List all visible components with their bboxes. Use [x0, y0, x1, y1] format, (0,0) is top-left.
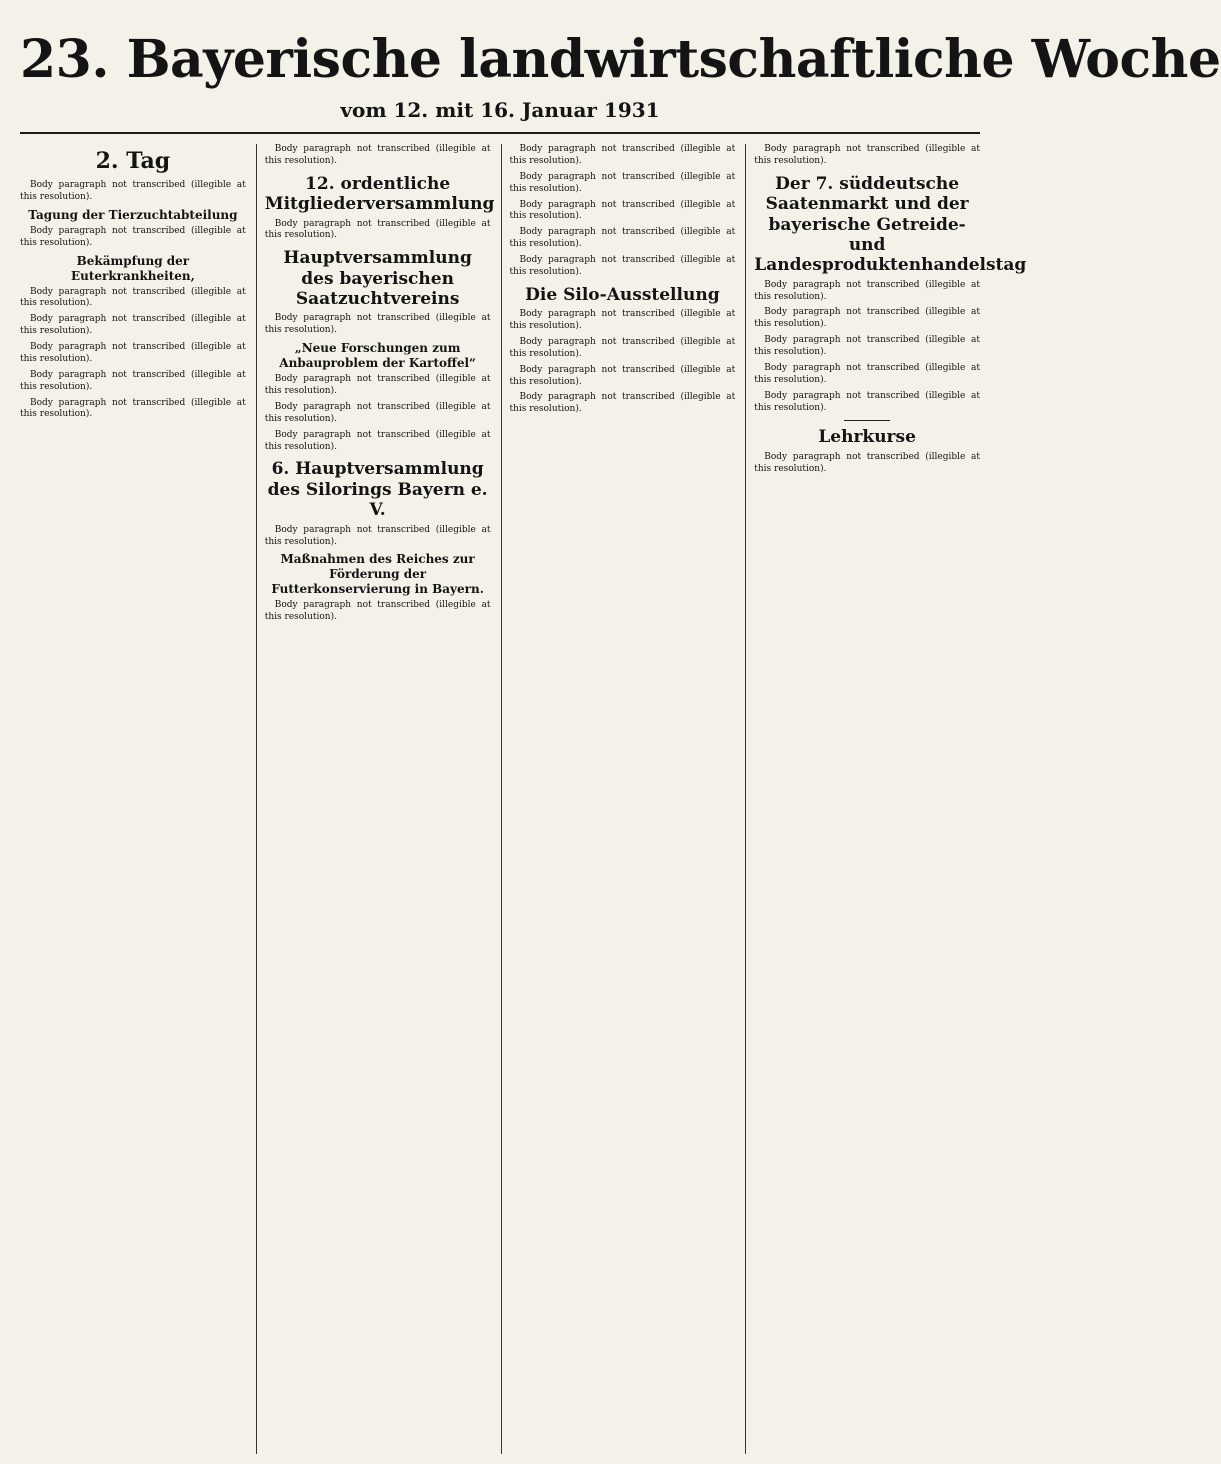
body-paragraph: Body paragraph not transcribed (illegible at this resolution). [754, 279, 980, 302]
subheading: Maßnahmen des Reiches zur Förderung der Futterkonservierung in Bayern. [271, 552, 484, 597]
body-paragraph: Body paragraph not transcribed (illegible at this resolution). [264, 374, 491, 397]
body-paragraph: Body paragraph not transcribed (illegible at this resolution). [754, 335, 980, 358]
body-paragraph: Body paragraph not transcribed (illegible at this resolution). [509, 199, 736, 222]
subheading: Bekämpfung der Euterkrankheiten, [70, 253, 195, 283]
body-paragraph: Body paragraph not transcribed (illegible at this resolution). [754, 307, 980, 330]
body-paragraph: Body paragraph not transcribed (illegible at this resolution). [754, 362, 980, 385]
body-paragraph: Body paragraph not transcribed (illegible at this resolution). [754, 390, 980, 413]
body-paragraph: Body paragraph not transcribed (illegible at this resolution). [509, 392, 736, 415]
subheading: „Neue Forschungen zum Anbauproblem der Kartoffel“ [279, 341, 476, 371]
body-paragraph: Body paragraph not transcribed (illegible at this resolution). [509, 336, 736, 359]
article-columns [20, 144, 1027, 1454]
section-heading: Lehrkurse [818, 427, 916, 448]
body-paragraph: Body paragraph not transcribed (illegible at this resolution). [20, 397, 246, 420]
body-paragraph: Body paragraph not transcribed (illegible at this resolution). [509, 227, 736, 250]
body-paragraph: Body paragraph not transcribed (illegible at this resolution). [754, 144, 980, 166]
section-heading: 12. ordentliche Mitgliederversammlung [264, 173, 495, 215]
section-heading: 6. Hauptversammlung des Silorings Bayern e. V. [267, 459, 488, 521]
column-2 [256, 144, 495, 1454]
body-paragraph: Body paragraph not transcribed (illegible at this resolution). [509, 364, 736, 387]
masthead-rule [20, 132, 980, 134]
body-paragraph: Body paragraph not transcribed (illegible at this resolution). [264, 524, 491, 547]
body-paragraph: Body paragraph not transcribed (illegible at this resolution). [264, 401, 491, 424]
body-paragraph: Body paragraph not transcribed (illegible at this resolution). [20, 369, 246, 392]
page-title: 23. Bayerische landwirtschaftliche Woche [20, 29, 1221, 90]
column-3 [501, 144, 736, 1454]
day-heading: 2. Tag [95, 148, 171, 174]
body-paragraph: Body paragraph not transcribed (illegible at this resolution). [509, 171, 736, 194]
body-paragraph: Body paragraph not transcribed (illegible at this resolution). [264, 144, 491, 166]
section-divider [844, 420, 890, 421]
subheading: Tagung der Tierzuchtabteilung [28, 207, 238, 222]
body-paragraph: Body paragraph not transcribed (illegible at this resolution). [20, 225, 246, 248]
dateline: vom 12. mit 16. Januar 1931 [340, 98, 660, 122]
body-paragraph: Body paragraph not transcribed (illegible at this resolution). [20, 342, 246, 364]
body-paragraph: Body paragraph not transcribed (illegible at this resolution). [20, 314, 246, 337]
body-paragraph: Body paragraph not transcribed (illegible at this resolution). [20, 286, 246, 309]
section-heading: Die Silo-Ausstellung [525, 284, 720, 305]
body-paragraph: Body paragraph not transcribed (illegible at this resolution). [264, 313, 491, 336]
body-paragraph: Body paragraph not transcribed (illegible at this resolution). [754, 451, 980, 474]
body-paragraph: Body paragraph not transcribed (illegible at this resolution). [264, 429, 491, 452]
section-heading: Der 7. süddeutsche Saatenmarkt und der bayerische Getreide- und Landesproduktenhandelstag [754, 173, 1027, 276]
body-paragraph: Body paragraph not transcribed (illegible at this resolution). [509, 144, 736, 166]
body-paragraph: Body paragraph not transcribed (illegible at this resolution). [509, 255, 736, 277]
column-1 [20, 144, 246, 1454]
body-paragraph: Body paragraph not transcribed (illegible at this resolution). [20, 180, 246, 202]
body-paragraph: Body paragraph not transcribed (illegible at this resolution). [264, 600, 491, 623]
column-4 [745, 144, 1027, 1454]
body-paragraph: Body paragraph not transcribed (illegible at this resolution). [509, 309, 736, 332]
section-heading: Hauptversammlung des bayerischen Saatzuchtvereins [283, 248, 472, 310]
masthead [20, 29, 1221, 122]
body-paragraph: Body paragraph not transcribed (illegible at this resolution). [264, 218, 491, 241]
